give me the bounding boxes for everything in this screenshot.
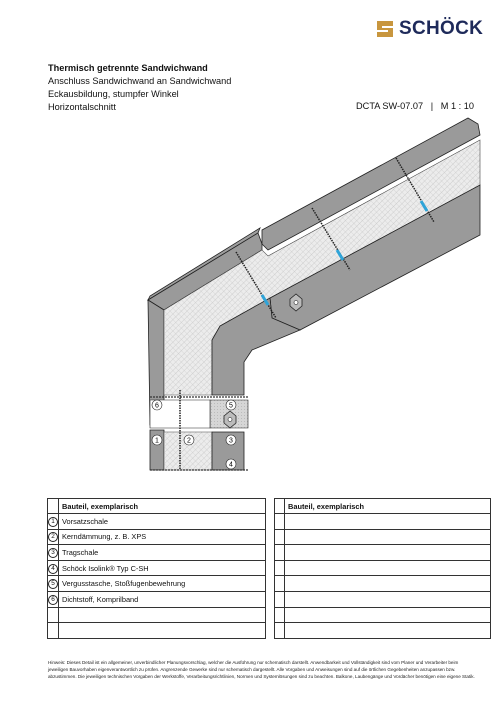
title-block (48, 62, 231, 114)
legend-header-right: Bauteil, exemplarisch (285, 499, 491, 514)
label-2 (184, 435, 194, 445)
document-title: Thermisch getrennte Sandwichwand (48, 63, 208, 73)
legend-label: Vergusstasche, Stoßfugenbewehrung (59, 576, 266, 592)
legend-row (48, 514, 491, 530)
legend-number: 3 (48, 548, 58, 558)
legend-label: Schöck Isolink® Typ C-SH (59, 560, 266, 576)
legend-label: Tragschale (59, 545, 266, 561)
legend-row-empty (48, 607, 491, 623)
subtitle-3: Horizontalschnitt (48, 102, 116, 112)
svg-text:1: 1 (155, 437, 159, 445)
drawing-reference: DCTA SW-07.07 | M 1 : 10 (356, 101, 474, 111)
legend-row (48, 560, 491, 576)
legend-label: Vorsatzschale (59, 514, 266, 530)
legend-number: 2 (48, 532, 58, 542)
legend-number: 1 (48, 517, 58, 527)
legend-label: Kerndämmung, z. B. XPS (59, 529, 266, 545)
legend-row (48, 529, 491, 545)
label-5-upper (226, 400, 236, 410)
label-1 (152, 435, 162, 445)
svg-text:6: 6 (155, 402, 159, 410)
legend-header-left: Bauteil, exemplarisch (59, 499, 266, 514)
subtitle-2: Eckausbildung, stumpfer Winkel (48, 89, 179, 99)
svg-text:2: 2 (187, 437, 191, 445)
legend-row (48, 591, 491, 607)
disclaimer-note: Hinweis: Dieses Detail ist ein allgemeiner, unverbindlicher Planungsvorschlag, welcher die Ausführung nur schematisch darstellt. Anwendbarkeit und Vollständigkeit sind vom Planer und Verarbeiter beim jeweiligen Bauvorhaben eigenverantwortlich zu prüfen. Angrenzende Gewerke sind nur schematisch dargestellt. Alle Vorgaben und Anweisungen sind auf die örtlichen Gegebenheiten anzupassen bzw. abzustimmen. Die jeweiligen technischen Vorgaben der Werkstoffe, Verarbeitungsrichtlinien, Normen und Systemlösungen sind zu beachten. Balkone, Laubengänge und Vordächer benötigen eine eigene Statik. (48, 660, 475, 679)
brand-name: SCHÖCK (399, 18, 484, 39)
legend-table (47, 498, 491, 639)
schoeck-mark-icon (375, 19, 395, 39)
legend-number: 4 (48, 564, 58, 574)
legend-row (48, 576, 491, 592)
legend-row (48, 545, 491, 561)
label-3 (226, 435, 236, 445)
legend-header-row (48, 499, 491, 514)
legend-row-empty (48, 623, 491, 639)
svg-text:3: 3 (229, 437, 233, 445)
schoeck-logo (375, 18, 483, 40)
label-4 (226, 459, 236, 469)
legend-number: 6 (48, 595, 58, 605)
legend-label: Dichtstoff, Komprilband (59, 591, 266, 607)
svg-text:4: 4 (229, 461, 233, 469)
label-6-upper (152, 400, 162, 410)
legend-number: 5 (48, 579, 58, 589)
svg-text:5: 5 (229, 402, 233, 410)
subtitle-1: Anschluss Sandwichwand an Sandwichwand (48, 76, 232, 86)
technical-drawing (0, 115, 500, 485)
